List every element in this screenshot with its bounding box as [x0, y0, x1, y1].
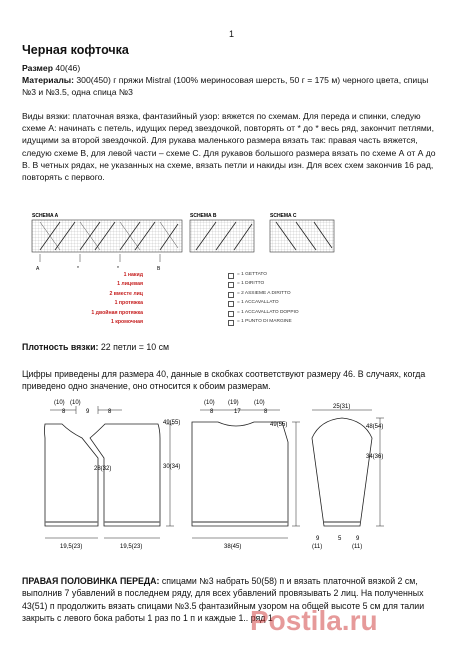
watermark-text: Postila.ru: [250, 605, 378, 636]
scheme-a-title: SCHEMA A: [32, 213, 59, 219]
front-height: 49(55): [163, 420, 181, 426]
back-bottom: 38(45): [224, 544, 242, 550]
watermark-logo: [240, 600, 450, 640]
legend-it: = 1 ACCAVALLATO: [237, 300, 279, 306]
scheme-c-chart: [270, 213, 334, 252]
front-top-5: 8: [108, 409, 112, 415]
front-top-4: 9: [86, 409, 90, 415]
legend-symbol: [228, 292, 234, 298]
legend-it: = 1 ACCAVALLATO DOPPIO: [237, 309, 299, 315]
legend-it: = 1 DIRITTO: [237, 281, 265, 287]
materials-label: Материалы:: [22, 75, 75, 85]
page-title: Черная кофточка: [22, 43, 129, 57]
gauge-label: Плотность вязки:: [22, 342, 99, 352]
sleeve-height: 48(54): [366, 424, 384, 430]
sleeve-bottom-5: (11): [352, 544, 363, 550]
materials-value: 300(450) г пряжи Mistral (100% мериносовая шерсть, 50 г = 175 м) черного цвета, спицы №3 и №3.5, одна спица №3: [22, 75, 429, 98]
legend-symbol: [228, 320, 234, 326]
back-top-5: 17: [234, 409, 241, 415]
page-number: 1: [229, 29, 235, 39]
scheme-a-marker-a: A: [36, 266, 40, 272]
front-top-2: (10): [70, 400, 81, 406]
legend-ru: 2 вместе лиц: [109, 290, 143, 297]
back-top-1: (10): [204, 400, 215, 406]
sleeve-top: 25(31): [333, 404, 351, 410]
gauge-value: 22 петли = 10 см: [98, 342, 170, 352]
back-top-6: 8: [264, 409, 268, 415]
sleeve-bottom-1: 9: [316, 536, 320, 542]
legend-ru: 1 протяжка: [114, 300, 143, 307]
legend-symbol: [228, 273, 234, 279]
right-front-label: ПРАВАЯ ПОЛОВИНКА ПЕРЕДА:: [22, 576, 160, 586]
back-top-3: (10): [254, 400, 265, 406]
size-line: [22, 62, 440, 74]
scheme-a-star-2: *: [117, 266, 119, 272]
right-front-text: спицами №3 набрать 50(58) п и вязать платочной вязкой 2 см, выполнив 7 убавлений в последнем ряду, для всех убавлений провязывать 2 лиц. На полученных 43(51) п продолжить вязать спицами №3.5 фантазийным узором на общей высоте 5 см для талии закрыть с левого бока работы 1 раз по 1 п и каждые 1.. ряд 1: [22, 576, 425, 624]
legend-ru: 1 двойная протяжка: [91, 309, 143, 316]
legend-it: = 1 PUNTO DI MARGINE: [237, 318, 292, 324]
sizes-note: Цифры приведены для размера 40, данные в скобках соответствуют размеру 46. В случаях, когда приведено одно значение, оно относится к обоим размерам.: [22, 369, 426, 392]
front-side: 28(32): [94, 466, 112, 472]
front-bottom-right: 19,5(23): [120, 544, 143, 550]
stitches-paragraph: Виды вязки: платочная вязка, фантазийный узор: вяжется по схемам. Для переда и спинки, следую схеме А: начинать с петель, идущих перед звездочкой, повторять от * до * весь ряд, закончит петлями, идущими за второй звездочкой. Для рукава маленького размера вязать так: правая часть вяжется, следую схеме В, для левой части – схеме С. Для рукавов большого размера вязать по схеме А от А до В. В четных рядах, не указанных на схеме, вязать петли и накиды изн. Для всех схем закончив 16 рад, повторять с первого.: [22, 111, 436, 183]
scheme-b-chart: [190, 213, 254, 252]
legend-symbol: [228, 282, 234, 288]
back-top-2: (19): [228, 400, 239, 406]
back-height: 49(55): [270, 422, 288, 428]
scheme-c-title: SCHEMA C: [270, 213, 297, 219]
front-piece: [45, 406, 175, 538]
back-top-4: 8: [210, 409, 214, 415]
scheme-b-title: SCHEMA B: [190, 213, 217, 219]
legend-ru: 1 лицевая: [117, 281, 143, 288]
sleeve-bottom-2: (11): [312, 544, 323, 550]
legend-symbol: [228, 301, 234, 307]
legend-ru: 1 кромочная: [110, 318, 143, 325]
materials-paragraph: [22, 74, 440, 98]
front-top-1: (10): [54, 400, 65, 406]
size-value: 40(46): [52, 63, 81, 73]
sleeve-bottom-4: 9: [356, 536, 360, 542]
legend-ru: 1 накид: [123, 272, 143, 278]
gauge-line: [22, 341, 169, 353]
legend-it: = 2 ASSIEME A DIRITTO: [237, 290, 291, 296]
front-top-3: 8: [62, 409, 66, 415]
sleeve-bottom-3: 5: [338, 536, 342, 542]
size-label: Размер: [22, 63, 53, 73]
knitting-schemes: [20, 210, 370, 280]
front-height-2: 30(34): [163, 464, 181, 470]
front-bottom-left: 19,5(23): [60, 544, 83, 550]
scheme-a-marker-b: B: [157, 266, 161, 272]
pattern-pieces: [0, 398, 460, 558]
legend-symbol: [228, 311, 234, 317]
scheme-a-star-1: *: [77, 266, 79, 272]
scheme-a-chart: [32, 213, 182, 272]
back-piece: [192, 410, 300, 538]
sleeve-height-2: 34(36): [366, 454, 384, 460]
legend-it: = 1 GETTATO: [237, 272, 267, 277]
